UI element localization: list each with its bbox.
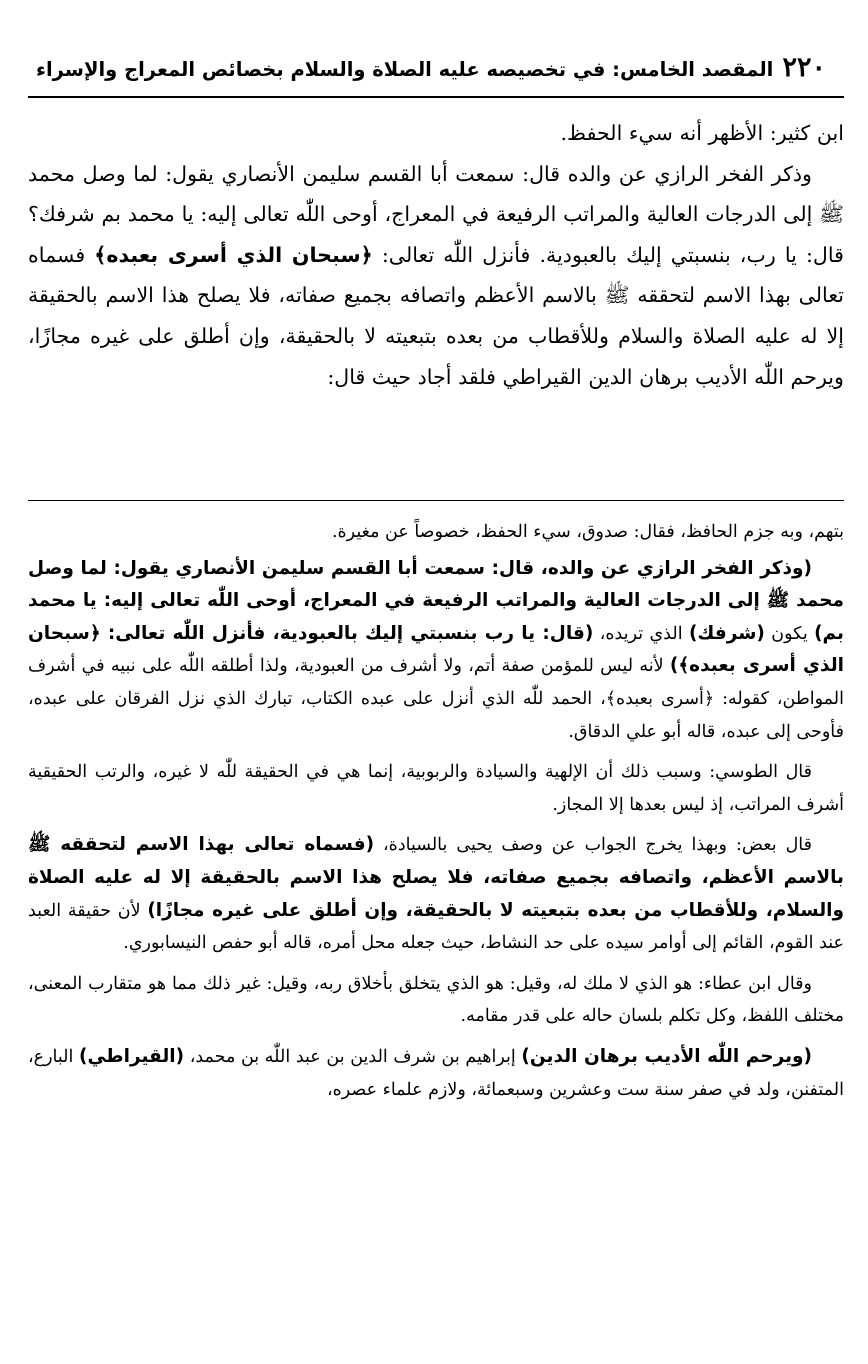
main-text-run: فسماه تعالى بهذا الاسم لتحققه ﷺ بالاسم الأعظم واتصافه بجميع صفاته، فلا يصلح هذا الاسم بالحقيقة إلا له عليه الصلاة والسلام وللأقطاب من بعده بتبعيته لا بالحقيقة، وإن أطلق على غيره مجازًا، ويرحم اللّٰه الأديب برهان الدين القيراطي فلقد أجاد حيث قال: xyxy=(28,242,844,389)
note-paragraph xyxy=(28,829,844,959)
note-paragraph xyxy=(28,1041,844,1106)
note-run: الذي تريده، xyxy=(593,623,689,644)
matn-quote: (القيراطي) xyxy=(79,1045,185,1067)
note-run: يكون xyxy=(764,623,815,644)
quran-quote: ﴿سبحان الذي أسرى بعبده﴾ xyxy=(94,242,373,267)
note-run: إبراهيم بن شرف الدين بن عبد اللّٰه بن محمد، xyxy=(184,1046,522,1067)
note-paragraph: قال الطوسي: وسبب ذلك أن الإلهية والسيادة والربوبية، إنما هي في الحقيقة للّٰه لا غيره، والرتب الحقيقية أشرف المراتب، إذ ليس بعدها إلا المجاز. xyxy=(28,762,844,815)
page-number: ٢٢٠ xyxy=(782,52,826,83)
note-run: لأنه ليس للمؤمن صفة أتم، ولا أشرف من العبودية، ولذا أطلقه اللّٰه على نبيه في أشرف المواطن، كقوله: ﴿أسرى بعبده﴾، الحمد للّٰه الذي أنزل على عبده الكتاب، تبارك الذي نزل الفرقان على عبده، فأوحى إلى عبده، قاله أبو علي الدقاق. xyxy=(28,656,844,742)
main-paragraph xyxy=(28,154,844,398)
note-run: قال بعض: وبهذا يخرج الجواب عن وصف يحيى بالسيادة، xyxy=(374,835,812,856)
note-run: البارع، المتفنن، ولد في صفر سنة ست وعشرين وسبعمائة، ولازم علماء عصره، xyxy=(28,1046,844,1100)
commentary xyxy=(28,516,844,1114)
matn-quote: (ويرحم اللّٰه الأديب برهان الدين) xyxy=(521,1045,812,1067)
note-paragraph: بتهم، وبه جزم الحافظ، فقال: صدوق، سيء الحفظ، خصوصاً عن مغيرة. xyxy=(331,522,844,542)
note-paragraph xyxy=(28,553,844,749)
note-run: لأن حقيقة العبد عند القوم، القائم إلى أوامر سيده على حد النشاط، حيث جعله محل أمره، قاله أبو حفص النيسابوري. xyxy=(28,900,844,954)
note-paragraph: وقال ابن عطاء: هو الذي لا ملك له، وقيل: هو الذي يتخلق بأخلاق ربه، وقيل: غير ذلك مما هو متقارب المعنى، مختلف اللفظ، وكل تكلم بلسان حاله على قدر مقامه. xyxy=(28,973,844,1027)
running-title: المقصد الخامس: في تخصيصه عليه الصلاة والسلام بخصائص المعراج والإسراء xyxy=(36,58,774,81)
running-head xyxy=(28,52,844,98)
matn-quote: (وذكر الفخر الرازي عن والده، قال: سمعت أبا القسم سليمن الأنصاري يقول: لما وصل محمد ﷺ إلى الدرجات العالية والمراتب الرفيعة في المعراج، أوحى اللّٰه تعالى إليه: يا محمد بم) xyxy=(28,557,844,644)
matn-quote: (فسماه تعالى بهذا الاسم لتحققه ﷺ بالاسم الأعظم، واتصافه بجميع صفاته، فلا يصلح هذا الاسم بالحقيقة إلا له عليه الصلاة والسلام، وللأقطاب من بعده بتبعيته لا بالحقيقة، وإن أطلق على غيره مجازًا) xyxy=(28,834,844,921)
matn-quote: (قال: يا رب بنسبتي إليك بالعبودية، فأنزل اللّٰه تعالى: ﴿سبحان الذي أسرى بعبده﴾) xyxy=(28,622,844,677)
matn-quote: (شرفك) xyxy=(688,622,765,644)
footnote-separator xyxy=(28,500,844,501)
main-paragraph: ابن كثير: الأظهر أنه سيء الحفظ. xyxy=(560,121,844,145)
main-text xyxy=(28,113,844,397)
main-text-run: وذكر الفخر الرازي عن والده قال: سمعت أبا القسم سليمن الأنصاري يقول: لما وصل محمد ﷺ إلى الدرجات العالية والمراتب الرفيعة في المعراج، أوحى اللّٰه تعالى إليه: يا محمد بم شرفك؟ قال: يا رب، بنسبتي إليك بالعبودية. فأنزل اللّٰه تعالى: xyxy=(28,161,845,267)
